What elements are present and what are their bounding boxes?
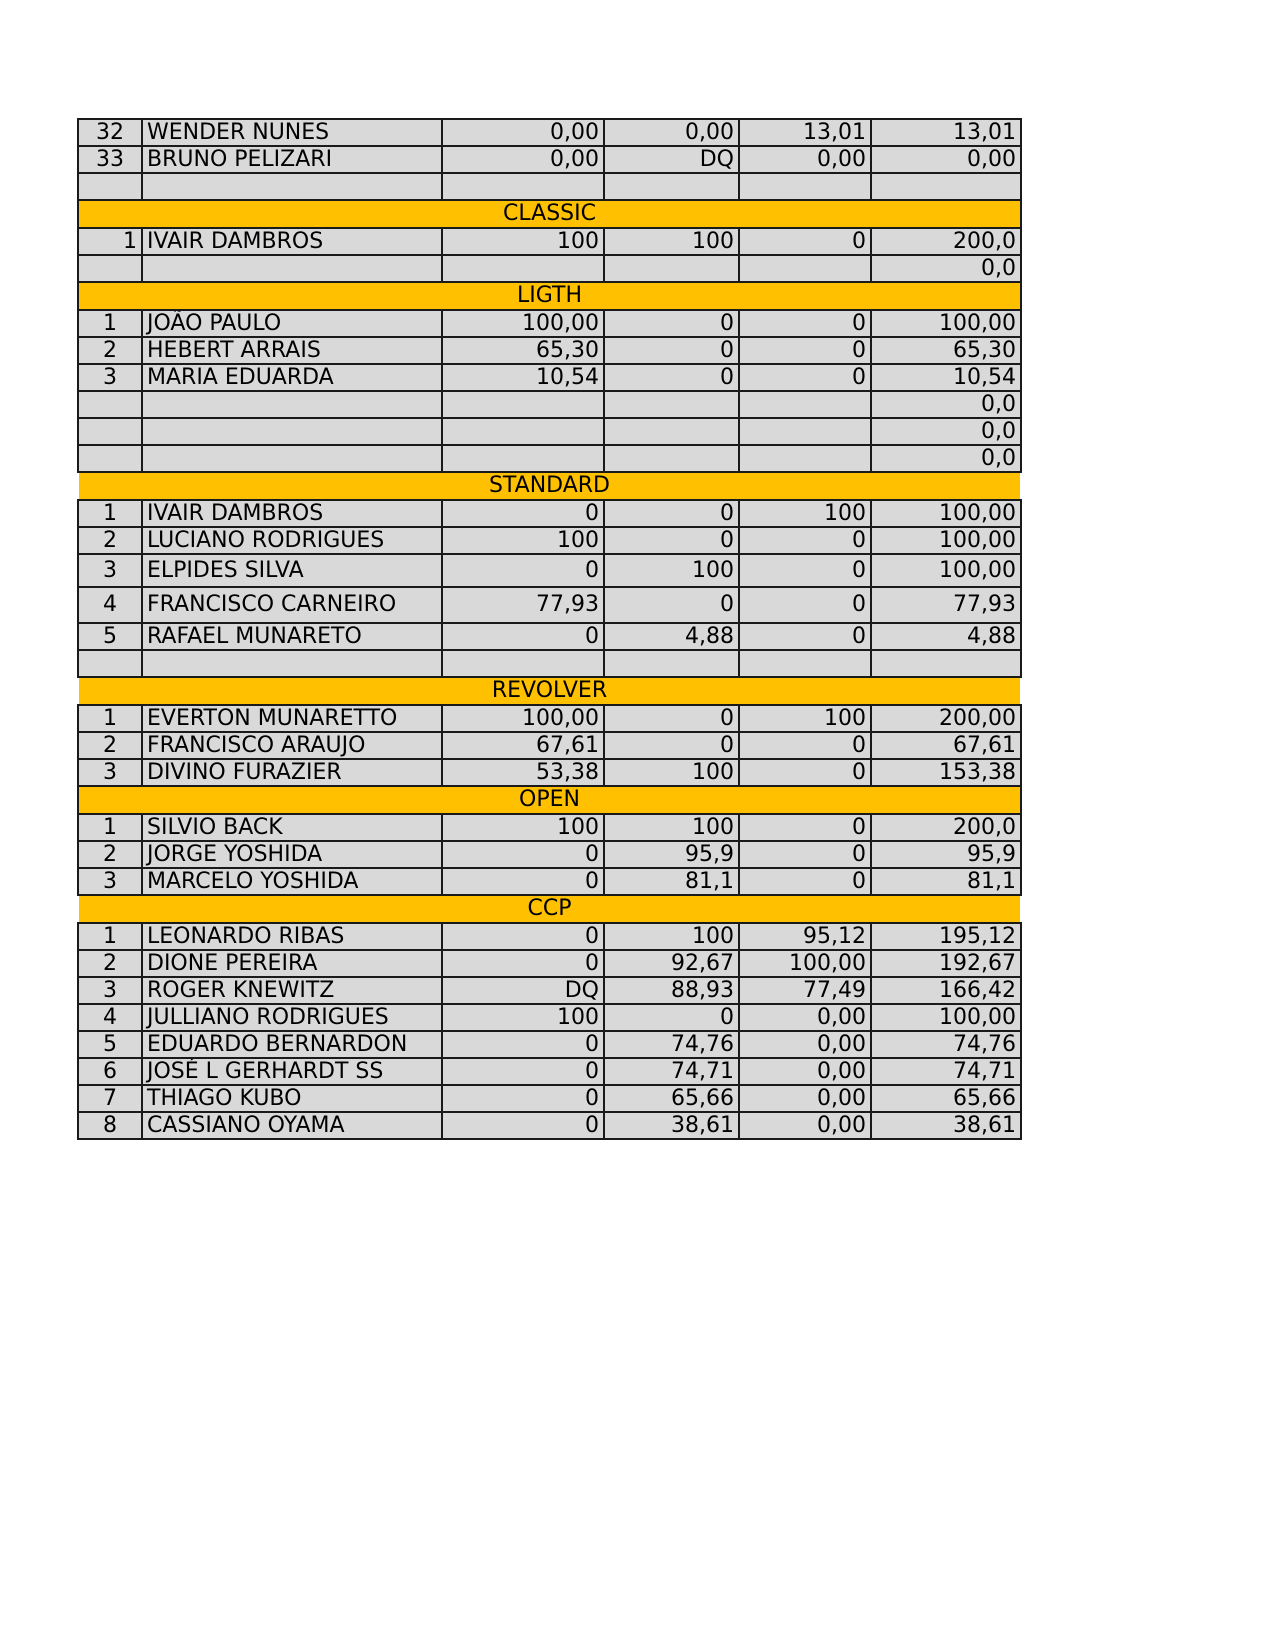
name-cell [142, 391, 442, 418]
section-title: LIGTH [78, 282, 1021, 310]
score-2-cell [604, 418, 739, 445]
score-3-cell: 0,00 [739, 1004, 871, 1031]
table-row [78, 841, 1021, 868]
table-row [78, 418, 1021, 445]
score-2-cell: 0 [604, 310, 739, 337]
position-cell: 3 [78, 977, 142, 1004]
name-cell [142, 650, 442, 677]
score-3-cell: 100,00 [739, 950, 871, 977]
score-2-cell [604, 173, 739, 200]
score-2-cell: 0 [604, 705, 739, 732]
name-cell: DIONE PEREIRA [142, 950, 442, 977]
position-cell: 8 [78, 1112, 142, 1139]
score-1-cell: 53,38 [442, 759, 604, 786]
score-3-cell: 0,00 [739, 1112, 871, 1139]
table-row [78, 650, 1021, 677]
total-cell: 0,0 [871, 445, 1021, 472]
total-cell: 74,71 [871, 1058, 1021, 1085]
score-1-cell: 0 [442, 923, 604, 950]
name-cell: RAFAEL MUNARETO [142, 623, 442, 650]
section-header-row [78, 895, 1021, 923]
score-1-cell [442, 445, 604, 472]
table-row [78, 759, 1021, 786]
total-cell: 77,93 [871, 587, 1021, 623]
position-cell: 7 [78, 1085, 142, 1112]
section-title: STANDARD [78, 472, 1021, 500]
total-cell: 65,30 [871, 337, 1021, 364]
name-cell: EVERTON MUNARETTO [142, 705, 442, 732]
table-row [78, 1058, 1021, 1085]
table-row [78, 587, 1021, 623]
score-1-cell: 0 [442, 1031, 604, 1058]
name-cell [142, 418, 442, 445]
score-3-cell: 0 [739, 587, 871, 623]
score-2-cell: 100 [604, 923, 739, 950]
score-3-cell: 0,00 [739, 1085, 871, 1112]
table-row [78, 923, 1021, 950]
position-cell: 4 [78, 587, 142, 623]
table-row [78, 255, 1021, 282]
score-3-cell: 0,00 [739, 1058, 871, 1085]
section-header-row [78, 677, 1021, 705]
score-2-cell: 4,88 [604, 623, 739, 650]
position-cell: 5 [78, 1031, 142, 1058]
score-3-cell [739, 391, 871, 418]
score-3-cell: 0 [739, 732, 871, 759]
score-1-cell [442, 418, 604, 445]
score-1-cell: 100 [442, 1004, 604, 1031]
table-row [78, 814, 1021, 841]
table-row [78, 173, 1021, 200]
score-3-cell: 0 [739, 868, 871, 895]
total-cell: 0,00 [871, 146, 1021, 173]
name-cell: WENDER NUNES [142, 119, 442, 146]
name-cell: LUCIANO RODRIGUES [142, 527, 442, 554]
position-cell: 2 [78, 950, 142, 977]
position-cell [78, 391, 142, 418]
score-3-cell: 0 [739, 841, 871, 868]
name-cell: BRUNO PELIZARI [142, 146, 442, 173]
score-1-cell: 100 [442, 228, 604, 255]
table-row [78, 310, 1021, 337]
position-cell: 1 [78, 310, 142, 337]
total-cell: 74,76 [871, 1031, 1021, 1058]
name-cell: JORGE YOSHIDA [142, 841, 442, 868]
position-cell [78, 418, 142, 445]
table-row [78, 705, 1021, 732]
score-2-cell: DQ [604, 146, 739, 173]
name-cell: THIAGO KUBO [142, 1085, 442, 1112]
position-cell: 32 [78, 119, 142, 146]
score-1-cell: 77,93 [442, 587, 604, 623]
total-cell: 38,61 [871, 1112, 1021, 1139]
position-cell: 3 [78, 554, 142, 587]
score-3-cell: 0 [739, 337, 871, 364]
name-cell: IVAIR DAMBROS [142, 500, 442, 527]
score-2-cell: 81,1 [604, 868, 739, 895]
table-row [78, 500, 1021, 527]
name-cell: EDUARDO BERNARDON [142, 1031, 442, 1058]
name-cell: ROGER KNEWITZ [142, 977, 442, 1004]
table-row [78, 732, 1021, 759]
total-cell: 100,00 [871, 527, 1021, 554]
total-cell: 166,42 [871, 977, 1021, 1004]
position-cell: 1 [78, 228, 142, 255]
total-cell: 13,01 [871, 119, 1021, 146]
position-cell: 3 [78, 868, 142, 895]
position-cell: 3 [78, 364, 142, 391]
total-cell: 195,12 [871, 923, 1021, 950]
table-row [78, 527, 1021, 554]
score-3-cell: 0 [739, 527, 871, 554]
name-cell: FRANCISCO ARAUJO [142, 732, 442, 759]
table-row [78, 445, 1021, 472]
score-2-cell: 0 [604, 364, 739, 391]
section-header-row [78, 282, 1021, 310]
table-row [78, 228, 1021, 255]
total-cell: 67,61 [871, 732, 1021, 759]
name-cell: SILVIO BACK [142, 814, 442, 841]
score-2-cell: 0 [604, 732, 739, 759]
total-cell: 0,0 [871, 418, 1021, 445]
position-cell: 33 [78, 146, 142, 173]
total-cell: 4,88 [871, 623, 1021, 650]
score-3-cell: 95,12 [739, 923, 871, 950]
score-3-cell: 0 [739, 759, 871, 786]
score-2-cell: 100 [604, 554, 739, 587]
section-title: CCP [78, 895, 1021, 923]
score-2-cell: 92,67 [604, 950, 739, 977]
table-row [78, 1112, 1021, 1139]
score-3-cell [739, 650, 871, 677]
score-3-cell: 0,00 [739, 1031, 871, 1058]
position-cell: 3 [78, 759, 142, 786]
section-title: REVOLVER [78, 677, 1021, 705]
table-row [78, 364, 1021, 391]
score-1-cell: 0 [442, 1112, 604, 1139]
name-cell: FRANCISCO CARNEIRO [142, 587, 442, 623]
score-3-cell: 100 [739, 500, 871, 527]
score-3-cell: 0,00 [739, 146, 871, 173]
score-3-cell [739, 445, 871, 472]
table-row [78, 1031, 1021, 1058]
score-1-cell: 100,00 [442, 705, 604, 732]
score-3-cell [739, 255, 871, 282]
score-2-cell [604, 255, 739, 282]
results-table [77, 118, 1022, 1140]
position-cell: 2 [78, 732, 142, 759]
position-cell: 1 [78, 705, 142, 732]
position-cell [78, 650, 142, 677]
score-1-cell: 0 [442, 1085, 604, 1112]
total-cell [871, 173, 1021, 200]
table-row [78, 337, 1021, 364]
score-1-cell: 0 [442, 554, 604, 587]
score-3-cell: 77,49 [739, 977, 871, 1004]
position-cell [78, 173, 142, 200]
score-2-cell: 100 [604, 814, 739, 841]
score-3-cell: 0 [739, 310, 871, 337]
name-cell [142, 173, 442, 200]
score-3-cell: 0 [739, 364, 871, 391]
score-3-cell: 13,01 [739, 119, 871, 146]
section-header-row [78, 200, 1021, 228]
total-cell: 192,67 [871, 950, 1021, 977]
score-1-cell [442, 173, 604, 200]
score-2-cell: 0 [604, 337, 739, 364]
table-row [78, 1085, 1021, 1112]
score-3-cell: 0 [739, 814, 871, 841]
score-1-cell: 100 [442, 814, 604, 841]
total-cell: 10,54 [871, 364, 1021, 391]
total-cell: 65,66 [871, 1085, 1021, 1112]
total-cell: 100,00 [871, 554, 1021, 587]
table-row [78, 554, 1021, 587]
position-cell: 2 [78, 527, 142, 554]
table-row [78, 391, 1021, 418]
section-header-row [78, 786, 1021, 814]
score-2-cell: 65,66 [604, 1085, 739, 1112]
table-row [78, 623, 1021, 650]
name-cell: JOSÉ L GERHARDT SS [142, 1058, 442, 1085]
score-1-cell: 10,54 [442, 364, 604, 391]
total-cell: 0,0 [871, 391, 1021, 418]
total-cell: 100,00 [871, 310, 1021, 337]
score-1-cell: DQ [442, 977, 604, 1004]
table-row [78, 119, 1021, 146]
section-title: CLASSIC [78, 200, 1021, 228]
total-cell: 200,0 [871, 814, 1021, 841]
total-cell: 0,0 [871, 255, 1021, 282]
total-cell: 153,38 [871, 759, 1021, 786]
score-1-cell: 0 [442, 950, 604, 977]
score-2-cell: 88,93 [604, 977, 739, 1004]
position-cell: 2 [78, 337, 142, 364]
score-2-cell: 95,9 [604, 841, 739, 868]
name-cell: CASSIANO OYAMA [142, 1112, 442, 1139]
name-cell: IVAIR DAMBROS [142, 228, 442, 255]
score-1-cell [442, 391, 604, 418]
score-3-cell: 0 [739, 228, 871, 255]
score-2-cell: 38,61 [604, 1112, 739, 1139]
score-3-cell [739, 173, 871, 200]
score-1-cell [442, 650, 604, 677]
score-1-cell: 0 [442, 500, 604, 527]
score-1-cell: 67,61 [442, 732, 604, 759]
name-cell: MARIA EDUARDA [142, 364, 442, 391]
total-cell [871, 650, 1021, 677]
score-2-cell: 0 [604, 1004, 739, 1031]
position-cell: 4 [78, 1004, 142, 1031]
total-cell: 200,00 [871, 705, 1021, 732]
total-cell: 81,1 [871, 868, 1021, 895]
score-3-cell: 0 [739, 554, 871, 587]
score-1-cell: 100 [442, 527, 604, 554]
score-1-cell: 0 [442, 841, 604, 868]
score-1-cell: 100,00 [442, 310, 604, 337]
score-1-cell: 0,00 [442, 119, 604, 146]
score-2-cell: 0 [604, 527, 739, 554]
name-cell: JOÃO PAULO [142, 310, 442, 337]
position-cell: 1 [78, 923, 142, 950]
total-cell: 100,00 [871, 500, 1021, 527]
position-cell [78, 445, 142, 472]
table-row [78, 950, 1021, 977]
score-3-cell: 100 [739, 705, 871, 732]
score-1-cell [442, 255, 604, 282]
score-2-cell: 0,00 [604, 119, 739, 146]
total-cell: 100,00 [871, 1004, 1021, 1031]
score-3-cell [739, 418, 871, 445]
section-title: OPEN [78, 786, 1021, 814]
name-cell: HEBERT ARRAIS [142, 337, 442, 364]
name-cell [142, 445, 442, 472]
name-cell: MARCELO YOSHIDA [142, 868, 442, 895]
total-cell: 200,0 [871, 228, 1021, 255]
name-cell: JULLIANO RODRIGUES [142, 1004, 442, 1031]
table-row [78, 868, 1021, 895]
score-1-cell: 0 [442, 623, 604, 650]
score-2-cell: 100 [604, 759, 739, 786]
table-row [78, 146, 1021, 173]
score-1-cell: 0,00 [442, 146, 604, 173]
score-3-cell: 0 [739, 623, 871, 650]
position-cell: 6 [78, 1058, 142, 1085]
table-row [78, 1004, 1021, 1031]
score-2-cell [604, 650, 739, 677]
score-1-cell: 65,30 [442, 337, 604, 364]
position-cell [78, 255, 142, 282]
table-row [78, 977, 1021, 1004]
position-cell: 1 [78, 500, 142, 527]
total-cell: 95,9 [871, 841, 1021, 868]
name-cell: DIVINO FURAZIER [142, 759, 442, 786]
score-2-cell: 74,76 [604, 1031, 739, 1058]
score-2-cell: 0 [604, 587, 739, 623]
score-2-cell [604, 391, 739, 418]
position-cell: 5 [78, 623, 142, 650]
name-cell [142, 255, 442, 282]
score-2-cell: 100 [604, 228, 739, 255]
name-cell: LEONARDO RIBAS [142, 923, 442, 950]
score-1-cell: 0 [442, 1058, 604, 1085]
section-header-row [78, 472, 1021, 500]
score-2-cell: 0 [604, 500, 739, 527]
position-cell: 1 [78, 814, 142, 841]
score-2-cell [604, 445, 739, 472]
position-cell: 2 [78, 841, 142, 868]
score-1-cell: 0 [442, 868, 604, 895]
score-2-cell: 74,71 [604, 1058, 739, 1085]
name-cell: ELPIDES SILVA [142, 554, 442, 587]
